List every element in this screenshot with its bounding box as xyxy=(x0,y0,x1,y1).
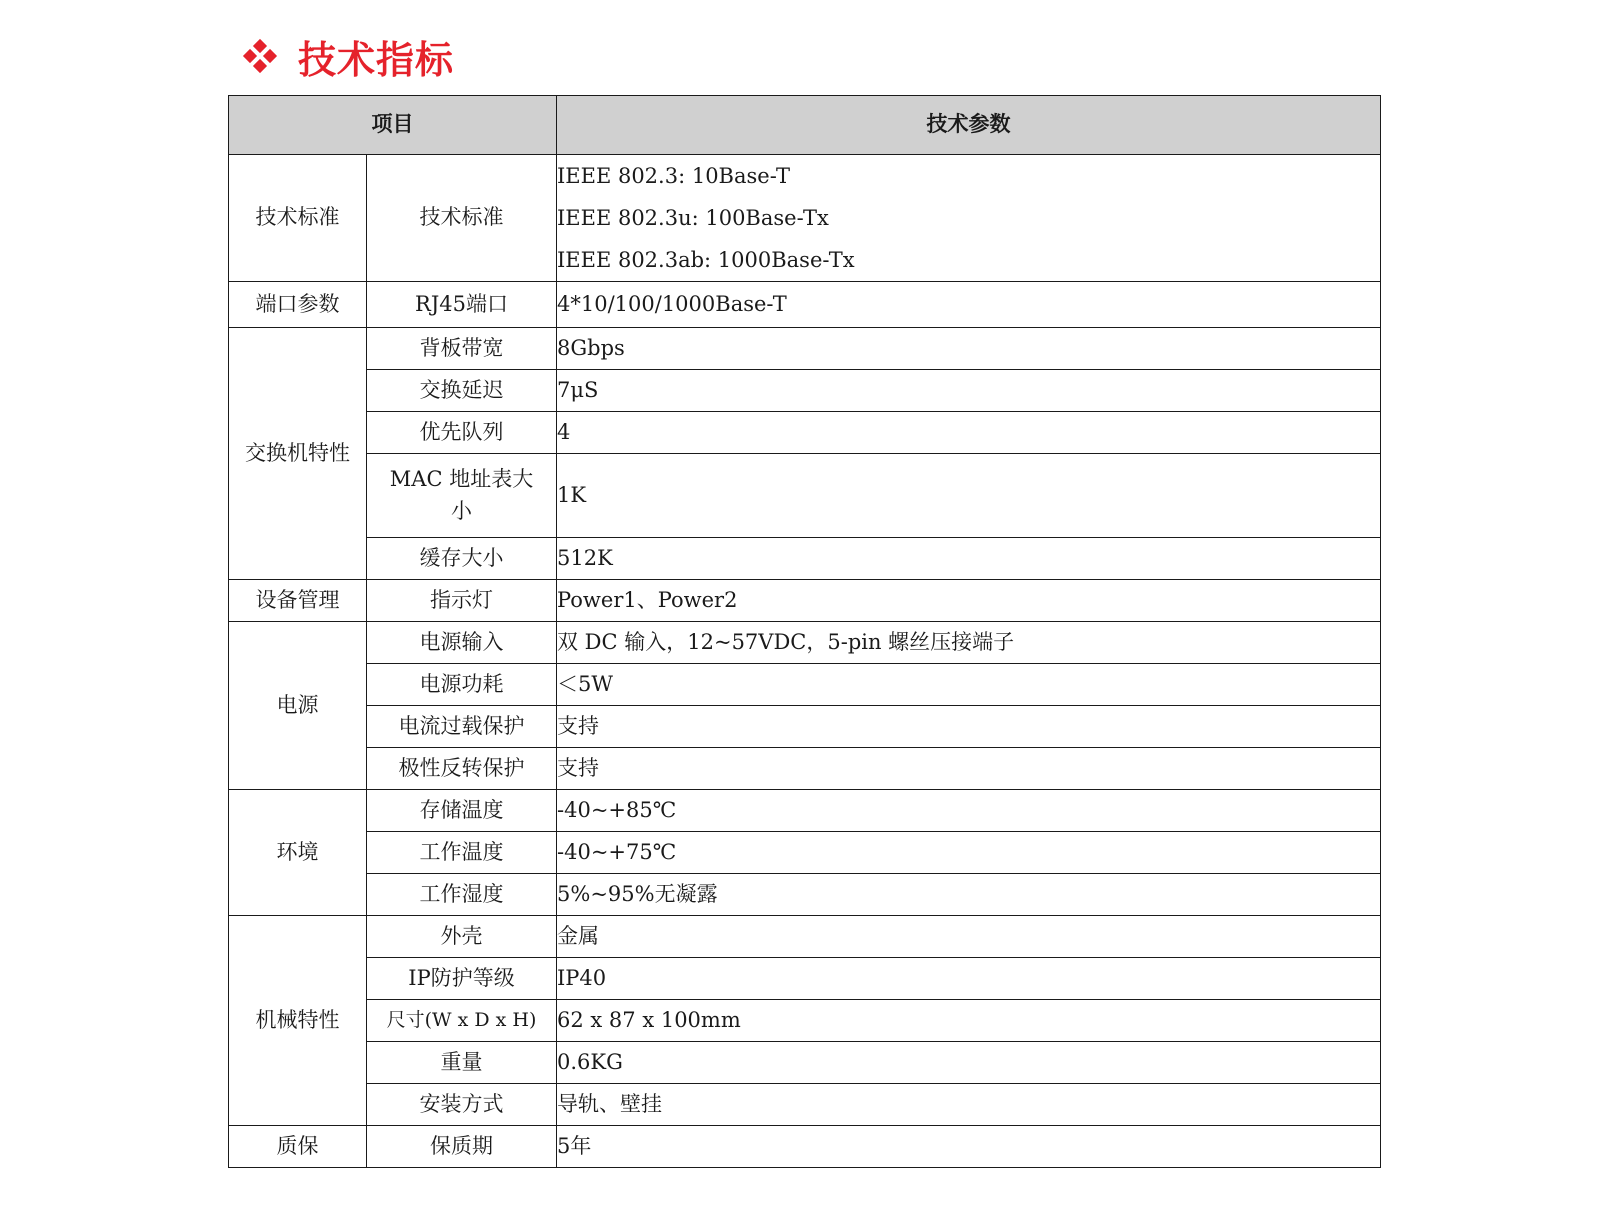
header-item: 项目 xyxy=(229,96,557,155)
item-cell: 尺寸(W x D x H) xyxy=(367,1000,557,1042)
value-cell: IP40 xyxy=(557,958,1381,1000)
header-param: 技术参数 xyxy=(557,96,1381,155)
table-row xyxy=(229,874,1381,916)
item-cell: 背板带宽 xyxy=(367,328,557,370)
item-cell: 工作温度 xyxy=(367,832,557,874)
item-cell: 缓存大小 xyxy=(367,538,557,580)
table-row xyxy=(229,790,1381,832)
item-cell: 交换延迟 xyxy=(367,370,557,412)
table-row xyxy=(229,155,1381,282)
item-cell: 存储温度 xyxy=(367,790,557,832)
value-cell: 4 xyxy=(557,412,1381,454)
table-row xyxy=(229,580,1381,622)
category-cell: 环境 xyxy=(229,790,367,916)
item-cell: MAC 地址表大小 xyxy=(367,454,557,538)
table-row xyxy=(229,622,1381,664)
value-cell xyxy=(557,155,1381,282)
value-cell: 支持 xyxy=(557,706,1381,748)
table-row xyxy=(229,412,1381,454)
table-row xyxy=(229,832,1381,874)
category-cell: 设备管理 xyxy=(229,580,367,622)
table-row xyxy=(229,916,1381,958)
table-row xyxy=(229,748,1381,790)
value-cell: ＜5W xyxy=(557,664,1381,706)
item-cell: 极性反转保护 xyxy=(367,748,557,790)
category-cell: 机械特性 xyxy=(229,916,367,1126)
item-cell: 技术标准 xyxy=(367,155,557,282)
table-row xyxy=(229,328,1381,370)
table-row xyxy=(229,706,1381,748)
value-line: IEEE 802.3u: 100Base-Tx xyxy=(557,206,829,230)
item-cell: 电流过载保护 xyxy=(367,706,557,748)
category-cell: 端口参数 xyxy=(229,282,367,328)
section-heading xyxy=(244,28,454,84)
item-cell: 安装方式 xyxy=(367,1084,557,1126)
table-row xyxy=(229,538,1381,580)
table-row xyxy=(229,1126,1381,1168)
item-cell: 指示灯 xyxy=(367,580,557,622)
value-cell: 5%~95%无凝露 xyxy=(557,874,1381,916)
value-cell: 金属 xyxy=(557,916,1381,958)
value-cell: Power1、Power2 xyxy=(557,580,1381,622)
table-row xyxy=(229,282,1381,328)
value-cell: 1K xyxy=(557,454,1381,538)
table-row xyxy=(229,1000,1381,1042)
item-cell: RJ45端口 xyxy=(367,282,557,328)
item-cell: 保质期 xyxy=(367,1126,557,1168)
value-cell: 7μS xyxy=(557,370,1381,412)
value-cell: 0.6KG xyxy=(557,1042,1381,1084)
category-cell: 交换机特性 xyxy=(229,328,367,580)
spec-table xyxy=(228,95,1381,1168)
table-row xyxy=(229,664,1381,706)
item-cell: 优先队列 xyxy=(367,412,557,454)
value-cell: -40~+75℃ xyxy=(557,832,1381,874)
item-cell: 电源输入 xyxy=(367,622,557,664)
value-cell: 5年 xyxy=(557,1126,1381,1168)
page-title: 技术指标 xyxy=(298,37,455,82)
table-row xyxy=(229,454,1381,538)
red-diamond-cluster-icon xyxy=(244,40,276,72)
value-cell: 512K xyxy=(557,538,1381,580)
value-cell: 导轨、壁挂 xyxy=(557,1084,1381,1126)
value-line: IEEE 802.3: 10Base-T xyxy=(557,164,791,188)
table-row xyxy=(229,958,1381,1000)
table-header-row xyxy=(229,96,1381,155)
item-cell: 外壳 xyxy=(367,916,557,958)
table-row xyxy=(229,370,1381,412)
value-cell: 4*10/100/1000Base-T xyxy=(557,282,1381,328)
category-cell: 电源 xyxy=(229,622,367,790)
item-cell: 工作湿度 xyxy=(367,874,557,916)
value-cell: 62 x 87 x 100mm xyxy=(557,1000,1381,1042)
table-row xyxy=(229,1084,1381,1126)
value-cell: -40~+85℃ xyxy=(557,790,1381,832)
category-cell: 技术标准 xyxy=(229,155,367,282)
table-row xyxy=(229,1042,1381,1084)
value-cell: 支持 xyxy=(557,748,1381,790)
item-cell: IP防护等级 xyxy=(367,958,557,1000)
category-cell: 质保 xyxy=(229,1126,367,1168)
value-cell: 双 DC 输入，12~57VDC，5-pin 螺丝压接端子 xyxy=(557,622,1381,664)
value-cell: 8Gbps xyxy=(557,328,1381,370)
item-cell: 重量 xyxy=(367,1042,557,1084)
item-cell: 电源功耗 xyxy=(367,664,557,706)
value-line: IEEE 802.3ab: 1000Base-Tx xyxy=(557,248,855,272)
